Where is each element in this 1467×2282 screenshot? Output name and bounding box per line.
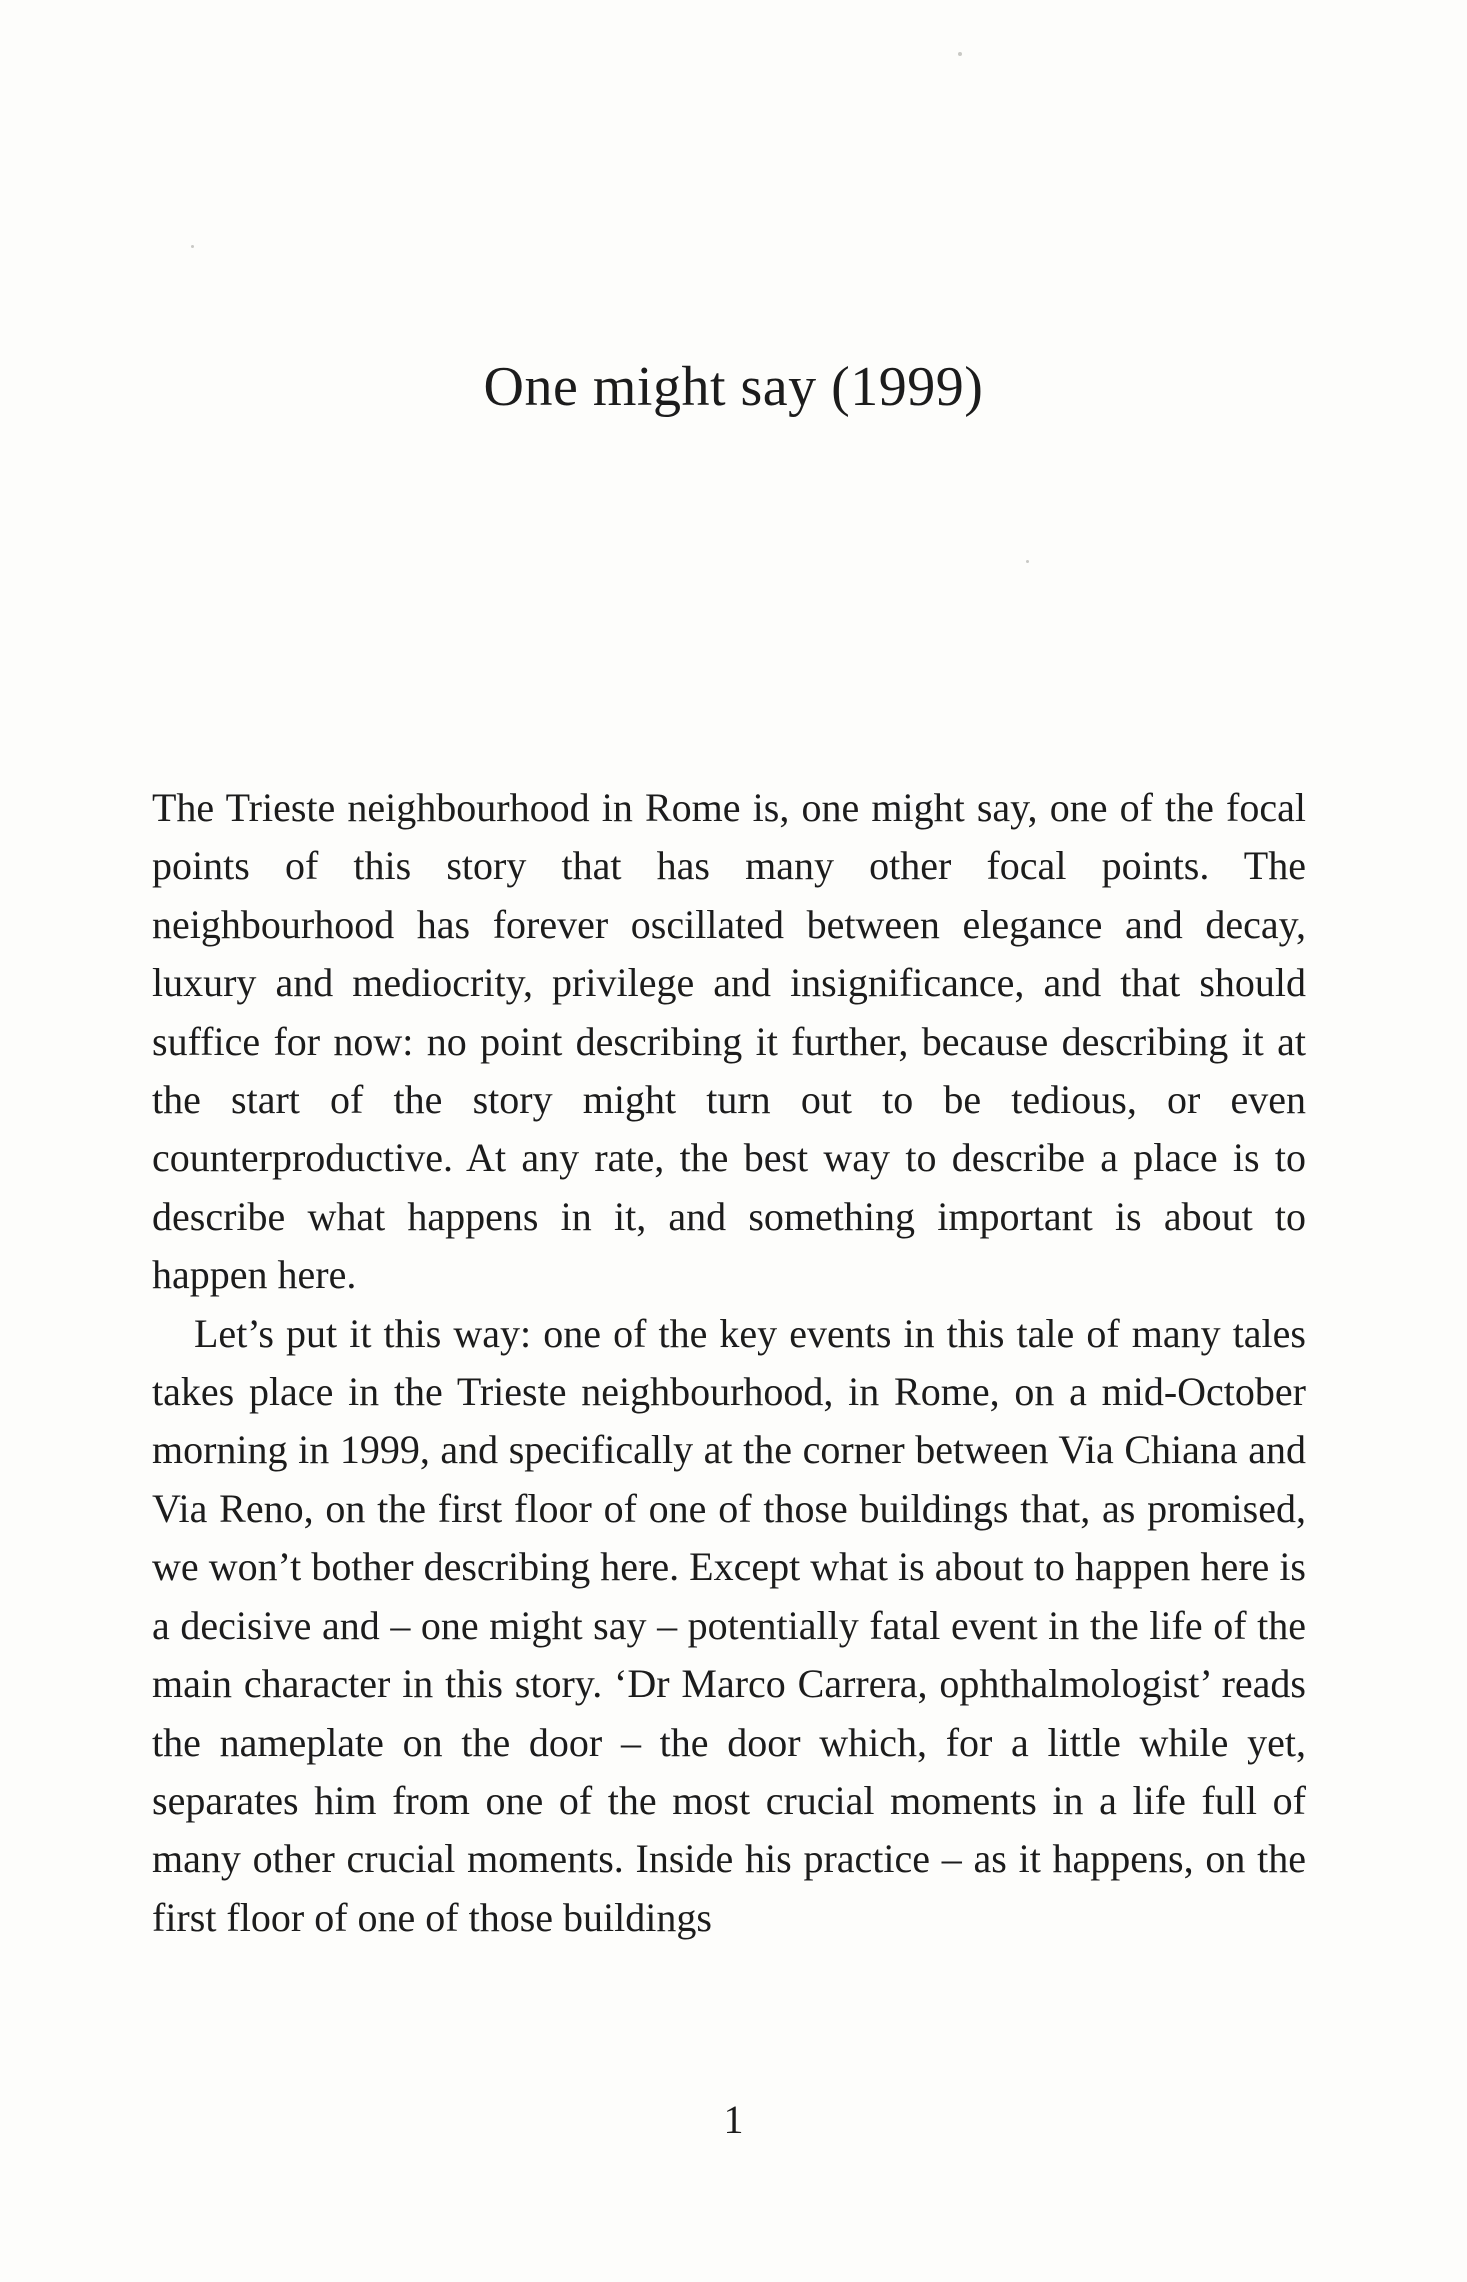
paragraph: Let’s put it this way: one of the key events in this tale of many tales takes place in the Trieste neighbourhood, in Rome, on a mid-October morning in 1999, and specifically at the corner between Via Chiana and Via Reno, on the first floor of one of those buildings that, as promised, we won’t bother describing here. Except what is about to happen here is a decisive and – one might say – potentially fatal event in the life of the main character in this story. ‘Dr Marco Carrera, ophthalmologist’ reads the nameplate on the door – the door which, for a little while yet, separates him from one of the most crucial moments in a life full of many other crucial moments. Inside his practice – as it happens, on the first floor of one of those buildings: [152, 1310, 1306, 1940]
page-number: 1: [723, 2097, 744, 2142]
chapter-title: One might say (1999): [483, 356, 984, 418]
paper-speck: [1026, 560, 1029, 563]
paper-speck: [191, 245, 194, 248]
paragraph: The Trieste neighbourhood in Rome is, one might say, one of the focal points of this story that has many other focal points. The neighbourhood has forever oscillated between elegance and decay, luxury and mediocrity, privilege and insignificance, and that should suffice for now: no point describing it further, because describing it at the start of the story might turn out to be tedious, or even counterproductive. At any rate, the best way to describe a place is to describe what happens in it, and something important is about to happen here.: [152, 785, 1306, 1298]
paper-speck: [958, 52, 962, 56]
body-text: [152, 779, 1306, 1947]
